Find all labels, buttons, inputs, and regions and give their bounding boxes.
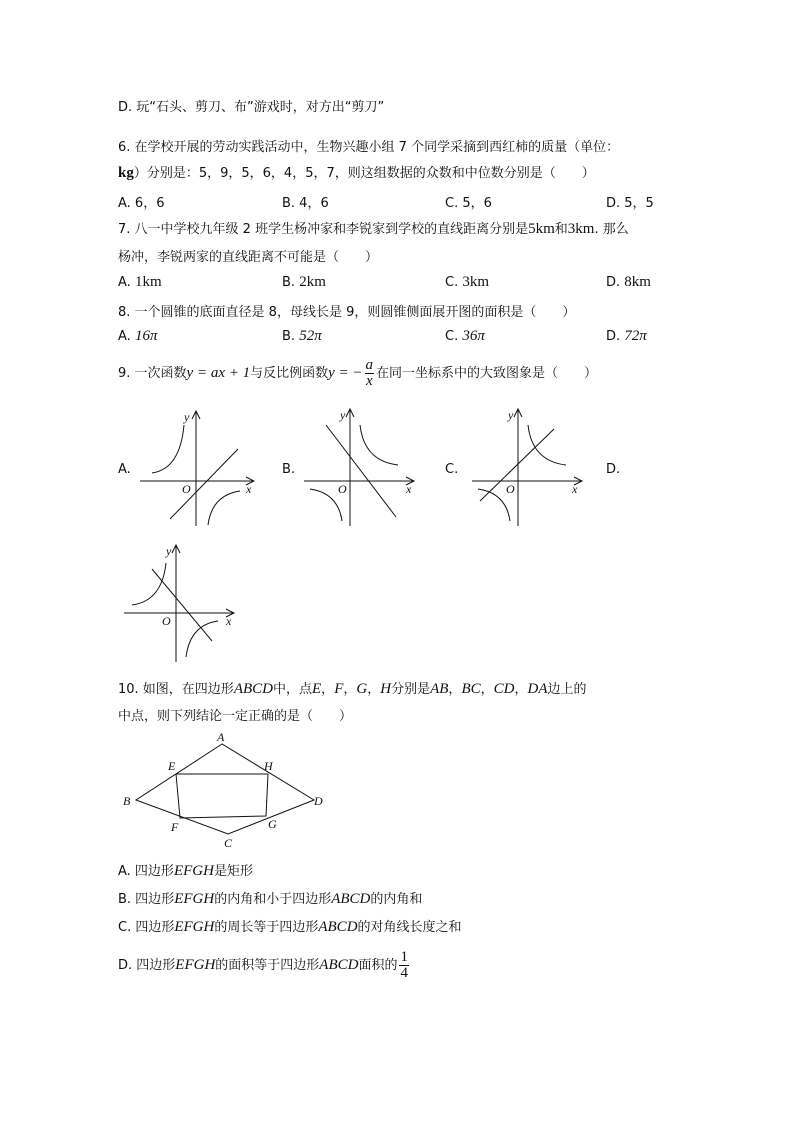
y-axis-label: y [340, 408, 346, 422]
fraction-numerator: 1 [400, 949, 408, 965]
q10-option-d-post: 面积的 [358, 958, 398, 973]
q10-option-a-pre: A. 四边形 [118, 864, 174, 879]
q7-option-c-value: 3km [462, 274, 490, 290]
q10-option-d-pre: D. 四边形 [118, 958, 176, 973]
q8-option-b [282, 328, 322, 345]
q10-abcd: ABCD [319, 957, 359, 973]
label-f: F [171, 820, 179, 834]
hyperbola-branch-upper [132, 563, 166, 605]
linear-function-line [152, 569, 212, 641]
q6-stem-line2-rest: ）分别是：5，9，5，6，4，5，7，则这组数据的众数和中位数分别是（ ） [133, 166, 595, 181]
q7-stem-line2: 杨冲，李锐两家的直线距离不可能是（ ） [118, 250, 379, 265]
q9-fraction-denominator: x [365, 373, 373, 389]
hyperbola-branch-lower [208, 491, 240, 525]
q6-option-b: B. 4，6 [282, 196, 329, 211]
q6-option-d: D. 5，5 [606, 196, 654, 211]
q10-option-b-mid: 的内角和小于四边形 [214, 892, 332, 907]
q9-option-c-label: C. [445, 462, 459, 477]
q8-option-a-letter: A. [118, 329, 131, 344]
q7-option-a [118, 274, 162, 291]
q10-comma: ， [367, 682, 381, 697]
q10-text-2: 中，点 [272, 682, 312, 697]
q8-stem: 8. 一个圆锥的底面直径是 8，母线长是 9，则圆锥侧面展开图的面积是（ ） [118, 305, 576, 320]
q10-point-e: E [312, 681, 322, 697]
y-axis-label: y [184, 410, 190, 424]
q8-option-b-value: 52π [299, 328, 322, 344]
q10-text-1: 10. 如图，在四边形 [118, 682, 234, 697]
label-c: C [224, 836, 233, 850]
q8-option-a-value: 16π [134, 328, 158, 344]
linear-function-line [480, 429, 554, 501]
q7-option-c-letter: C. [445, 275, 459, 290]
q10-efgh: EFGH [174, 891, 215, 907]
linear-function-line [326, 425, 396, 517]
q10-point-f: F [334, 681, 344, 697]
q10-option-c-post: 的对角线长度之和 [357, 920, 462, 935]
q8-option-d-value: 72π [624, 328, 647, 344]
q8-option-c-letter: C. [445, 329, 459, 344]
q10-comma: ， [448, 682, 462, 697]
q6-option-c: C. 5，6 [445, 196, 492, 211]
y-axis-label: y [508, 408, 514, 422]
q10-option-a-post: 是矩形 [213, 864, 253, 879]
q9-option-b-label: B. [282, 462, 296, 477]
q8-option-d [606, 328, 647, 345]
q9-option-a-label: A. [118, 462, 131, 477]
q10-option-b-post: 的内角和 [370, 892, 423, 907]
q7-option-b-value: 2km [299, 274, 326, 290]
q7-option-c [445, 274, 489, 291]
label-e: E [168, 759, 176, 773]
q10-comma: ， [343, 682, 357, 697]
q8-option-d-letter: D. [606, 329, 621, 344]
q10-stem-line1 [118, 678, 587, 698]
q7-value-3km: 3km [567, 221, 595, 237]
q10-comma: ， [480, 682, 494, 697]
label-d: D [314, 794, 323, 808]
q9-inverse-fraction [365, 358, 375, 389]
q10-stem-line2: 中点，则下列结论一定正确的是（ ） [118, 709, 353, 724]
q8-option-b-letter: B. [282, 329, 296, 344]
q6-stem-line2 [118, 162, 595, 182]
q7-stem-line1 [118, 218, 629, 238]
q9-text-2: 与反比例函数 [250, 366, 329, 381]
q7-text-2: 和 [554, 222, 568, 237]
hyperbola-branch-lower [186, 621, 218, 657]
q7-option-d-value: 8km [624, 274, 651, 290]
label-a: A [217, 730, 225, 744]
origin-label: O [338, 482, 347, 496]
fraction-denominator: 4 [400, 965, 408, 981]
q10-abcd: ABCD [318, 919, 358, 935]
q10-option-c [118, 916, 462, 936]
q10-option-d [118, 950, 411, 981]
quadrilateral-efgh [176, 774, 268, 818]
origin-label: O [506, 482, 515, 496]
q10-efgh: EFGH [173, 863, 214, 879]
q7-option-b [282, 274, 326, 291]
q10-efgh: EFGH [175, 957, 216, 973]
x-axis-label: x [572, 482, 578, 496]
label-g: G [268, 817, 277, 831]
x-axis-label: x [406, 482, 412, 496]
q10-abcd: ABCD [331, 891, 371, 907]
origin-label: O [182, 482, 191, 496]
quadrilateral-abcd [136, 744, 314, 834]
x-axis-label: x [246, 482, 252, 496]
q10-comma: ， [514, 682, 528, 697]
hyperbola-branch-upper [528, 425, 566, 465]
q10-option-b [118, 888, 422, 908]
q6-option-a: A. 6，6 [118, 196, 165, 211]
q9-text-3: 在同一坐标系中的大致图象是（ ） [376, 366, 598, 381]
q8-option-a [118, 328, 157, 345]
q8-option-c [445, 328, 485, 345]
q8-option-c-value: 36π [462, 328, 485, 344]
q9-inverse-lhs: y = − [328, 365, 363, 381]
q7-option-d [606, 274, 651, 291]
q10-figure [118, 728, 338, 853]
q10-efgh: EFGH [174, 919, 215, 935]
q9-stem [118, 358, 597, 389]
q10-option-a [118, 860, 253, 880]
linear-function-line [170, 449, 238, 519]
q10-comma: ， [321, 682, 335, 697]
hyperbola-branch-upper [360, 425, 398, 465]
q10-abcd: ABCD [233, 681, 273, 697]
y-axis-label: y [166, 544, 172, 558]
q7-option-d-letter: D. [606, 275, 621, 290]
q10-side-ab: AB [430, 681, 449, 697]
q10-side-cd: CD [493, 681, 515, 697]
q10-point-h: H [380, 681, 392, 697]
q10-option-c-pre: C. 四边形 [118, 920, 175, 935]
origin-label: O [162, 614, 171, 628]
q10-option-c-mid: 的周长等于四边形 [214, 920, 319, 935]
q10-option-d-mid: 的面积等于四边形 [215, 958, 320, 973]
q10-text-3: 分别是 [391, 682, 431, 697]
q10-option-b-pre: B. 四边形 [118, 892, 175, 907]
label-b: B [123, 794, 131, 808]
q7-text-1: 7. 八一中学校九年级 2 班学生杨冲家和李锐家到学校的直线距离分别是 [118, 222, 529, 237]
q7-option-b-letter: B. [282, 275, 296, 290]
q10-side-da: DA [527, 681, 548, 697]
q9-option-d-label: D. [606, 462, 621, 477]
q9-fraction-numerator: a [365, 357, 374, 373]
q9-graph-b [298, 405, 428, 530]
q10-one-quarter-fraction [399, 950, 409, 981]
q9-graph-c [466, 405, 596, 530]
q6-unit: kg [118, 165, 134, 181]
q9-text-1: 9. 一次函数 [118, 366, 187, 381]
q7-value-5km: 5km [528, 221, 555, 237]
q5-option-d: D. 玩“石头、剪刀、布”游戏时，对方出“剪刀” [118, 100, 385, 115]
q7-option-a-letter: A. [118, 275, 131, 290]
q10-point-g: G [356, 681, 368, 697]
q7-option-a-value: 1km [134, 274, 162, 290]
x-axis-label: x [226, 614, 232, 628]
q10-text-4: 边上的 [547, 682, 587, 697]
q9-graph-a [136, 405, 266, 530]
label-h: H [264, 759, 273, 773]
hyperbola-branch-upper [152, 425, 184, 473]
q7-text-3: . 那么 [594, 222, 629, 237]
q9-linear-function: y = ax + 1 [186, 365, 251, 381]
q6-stem-line1: 6. 在学校开展的劳动实践活动中，生物兴趣小组 7 个同学采摘到西红柿的质量（单位： [118, 140, 620, 155]
q10-side-bc: BC [461, 681, 481, 697]
q9-graph-d [118, 541, 248, 666]
